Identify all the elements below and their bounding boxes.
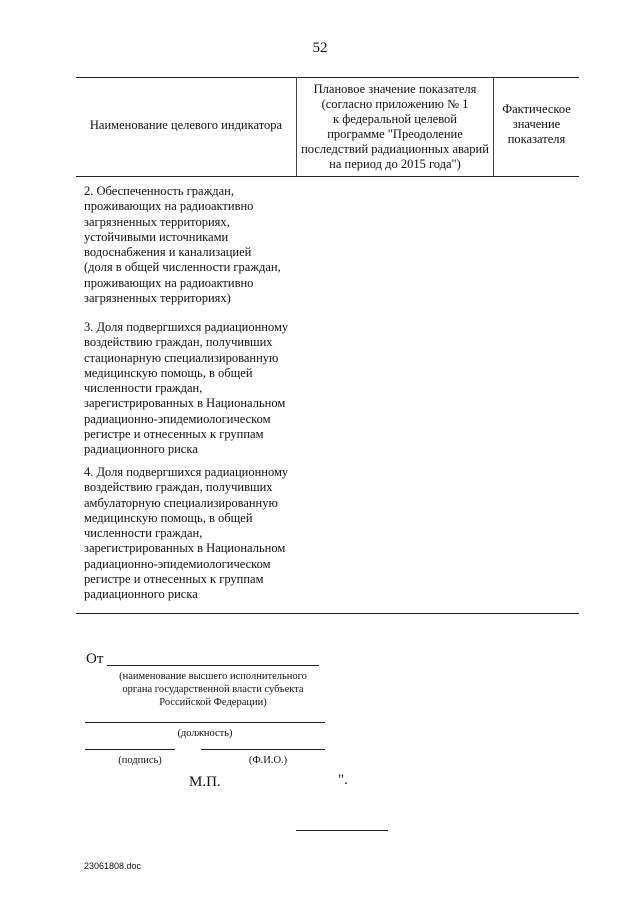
indicator-line: радиационно-эпидемиологическом xyxy=(84,556,271,571)
indicator-line: амбулаторную специализированную xyxy=(84,495,278,510)
indicator-line: проживающих на радиоактивно xyxy=(84,199,254,214)
indicator-line: устойчивыми источниками xyxy=(84,229,229,244)
header-indicator-name-text: Наименование целевого индикатора xyxy=(89,118,283,132)
indicator-line: радиационно-эпидемиологическом xyxy=(84,411,271,426)
quote-mark: ". xyxy=(338,772,348,788)
page-number: 52 xyxy=(312,40,328,56)
indicator-line: 3. Доля подвергшихся радиационному xyxy=(84,320,289,334)
indicator-line: медицинскую помощь, в общей xyxy=(84,510,253,525)
authority-caption-line: (наименование высшего исполнительного xyxy=(119,671,307,682)
header-actual-line: показателя xyxy=(507,132,566,146)
stamp-label: М.П. xyxy=(189,774,221,790)
table-header-bottom-border xyxy=(76,176,579,177)
header-actual-value xyxy=(494,102,579,147)
full-name-caption: (Ф.И.О.) xyxy=(248,755,288,766)
indicator-line: стационарную специализированную xyxy=(84,350,279,365)
signature-line xyxy=(85,749,175,750)
from-label: От xyxy=(86,651,104,667)
position-caption: (должность) xyxy=(177,728,233,739)
indicator-line: медицинскую помощь, в общей xyxy=(84,365,253,380)
header-planned-line: к федеральной целевой xyxy=(333,112,457,126)
indicator-line: зарегистрированных в Национальном xyxy=(84,396,286,411)
indicator-line: 4. Доля подвергшихся радиационному xyxy=(84,465,289,479)
indicator-line: 2. Обеспеченность граждан, xyxy=(84,184,234,198)
header-planned-value xyxy=(297,82,493,172)
indicator-row-4 xyxy=(84,465,324,603)
indicator-line: воздействию граждан, получивших xyxy=(84,480,273,495)
indicator-line: регистре и отнесенных к группам xyxy=(84,572,264,587)
full-name-line xyxy=(201,749,325,750)
indicator-line: загрязненных территориях) xyxy=(84,291,231,306)
indicator-line: проживающих на радиоактивно xyxy=(84,275,254,290)
authority-caption-line: Российской Федерации) xyxy=(159,697,267,708)
indicator-line: численности граждан, xyxy=(84,526,203,541)
table-bottom-border xyxy=(76,613,579,614)
indicator-line: зарегистрированных в Национальном xyxy=(84,541,286,556)
table-top-border xyxy=(76,77,579,78)
header-actual-line: Фактическое xyxy=(502,102,571,116)
date-line xyxy=(296,830,388,831)
indicator-line: водоснабжения и канализацией xyxy=(84,245,252,260)
indicator-line: загрязненных территориях, xyxy=(84,214,230,229)
indicator-line: (доля в общей численности граждан, xyxy=(84,260,281,275)
indicator-row-3 xyxy=(84,320,324,458)
indicator-row-2 xyxy=(84,184,324,306)
authority-caption-line: органа государственной власти субъекта xyxy=(122,684,304,695)
document-filename: 23061808.doc xyxy=(84,861,142,871)
header-planned-line: на период до 2015 года") xyxy=(329,157,461,171)
indicator-line: радиационного риска xyxy=(84,442,198,457)
indicator-line: радиационного риска xyxy=(84,587,198,602)
indicator-line: регистре и отнесенных к группам xyxy=(84,427,264,442)
authority-name-line xyxy=(107,665,319,666)
header-planned-line: программе "Преодоление xyxy=(327,127,463,141)
indicator-line: воздействию граждан, получивших xyxy=(84,335,273,350)
authority-caption xyxy=(98,670,328,709)
header-planned-line: последствий радиационных аварий xyxy=(301,142,489,156)
header-planned-line: (согласно приложению № 1 xyxy=(321,97,469,111)
header-indicator-name xyxy=(76,118,296,133)
signature-caption: (подпись) xyxy=(118,755,162,766)
header-planned-line: Плановое значение показателя xyxy=(313,82,477,96)
indicator-line: численности граждан, xyxy=(84,381,203,396)
header-actual-line: значение xyxy=(512,117,561,131)
position-line xyxy=(85,722,325,723)
